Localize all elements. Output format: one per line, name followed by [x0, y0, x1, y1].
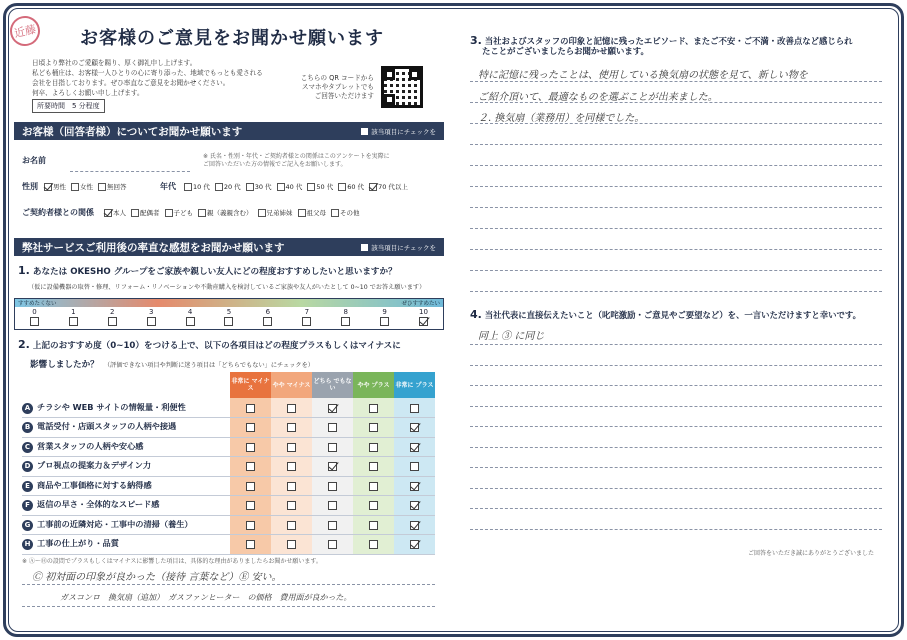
checkbox-icon[interactable]: [328, 540, 337, 549]
checkbox-icon[interactable]: [263, 317, 272, 326]
answer-line: [470, 385, 882, 386]
age-row: 年代 10 代 20 代 30 代 40 代 50 代 60 代 70 代以上: [160, 182, 408, 191]
page-title: お客様のご意見をお聞かせ願います: [80, 28, 384, 49]
relation-row: ご契約者様との関係 本人 配偶者 子ども 親（義親含む） 兄弟姉妹 祖父母 その他: [22, 208, 360, 217]
eval-cell[interactable]: [394, 457, 435, 477]
eval-cell[interactable]: [353, 418, 394, 438]
checkbox-icon[interactable]: [287, 404, 296, 413]
letter-badge-icon: E: [22, 481, 33, 492]
answer-line: [470, 344, 882, 345]
answer-line: [470, 447, 882, 448]
eval-cell[interactable]: [312, 457, 353, 477]
eval-row-d: [22, 457, 435, 477]
eval-cell[interactable]: [271, 457, 312, 477]
checkbox-icon[interactable]: [369, 423, 378, 432]
age-30-checkbox[interactable]: 30 代: [246, 182, 272, 191]
eval-row-h: [22, 535, 435, 555]
eval-cell[interactable]: [353, 398, 394, 418]
checkbox-icon[interactable]: [287, 423, 296, 432]
eval-cell[interactable]: [230, 515, 271, 535]
answer-line: [470, 207, 882, 208]
eval-cell[interactable]: [312, 496, 353, 516]
checkbox-icon[interactable]: [341, 317, 350, 326]
checkbox-icon[interactable]: [369, 404, 378, 413]
eval-header-row: [230, 372, 435, 398]
eval-header-0: 非常に マイナス: [230, 372, 271, 398]
eval-cell[interactable]: [394, 476, 435, 496]
eval-cell[interactable]: [312, 398, 353, 418]
eval-cell[interactable]: [394, 398, 435, 418]
scale-option-10[interactable]: 10: [414, 308, 434, 326]
answer-line: [470, 249, 882, 250]
eval-item-label: 工事前の近隣対応・工事中の清掃（養生）: [37, 518, 193, 529]
checkbox-icon[interactable]: [246, 423, 255, 432]
checkbox-icon[interactable]: [328, 501, 337, 510]
checkbox-icon[interactable]: [69, 317, 78, 326]
eval-row-b: [22, 418, 435, 438]
eval-item-label: チラシや WEB サイトの情報量・利便性: [37, 401, 186, 412]
letter-badge-icon: G: [22, 520, 33, 531]
q2-question: 2. 上記のおすすめ度（0~10）をつける上で、以下の各項目はどの程度プラスもしくはマイナスに: [18, 338, 401, 351]
checkbox-icon[interactable]: [410, 404, 419, 413]
checkbox-icon[interactable]: [246, 462, 255, 471]
age-70-checkbox[interactable]: 70 代以上: [369, 182, 408, 191]
checkbox-icon[interactable]: [287, 501, 296, 510]
scale-option-9[interactable]: 9: [375, 308, 395, 326]
name-label: お名前: [22, 156, 46, 165]
checkbox-icon[interactable]: [410, 482, 419, 491]
eval-row-a: [22, 398, 435, 418]
checkbox-icon[interactable]: [369, 443, 378, 452]
eval-header-3: やや プラス: [353, 372, 394, 398]
handwriting-q3-2: ご紹介頂いて、最適なものを選ぶことが出来ました。: [478, 92, 718, 103]
qr-code-icon[interactable]: [381, 66, 423, 108]
handwriting-q4: 同上 ③ に同じ: [478, 331, 545, 342]
answer-line: [22, 606, 435, 607]
age-40-checkbox[interactable]: 40 代: [277, 182, 303, 191]
gender-none-checkbox[interactable]: 無回答: [98, 182, 127, 191]
footer-thanks: ご回答をいただき誠にありがとうございました: [748, 550, 875, 557]
checkbox-icon[interactable]: [186, 317, 195, 326]
eval-cell[interactable]: [312, 418, 353, 438]
eval-cell[interactable]: [312, 535, 353, 555]
eval-item-label: 返信の早さ・全体的なスピード感: [37, 499, 160, 510]
eval-cell[interactable]: [312, 476, 353, 496]
checkbox-icon[interactable]: [410, 501, 419, 510]
eval-cell[interactable]: [312, 515, 353, 535]
checkbox-icon[interactable]: [410, 423, 419, 432]
checkbox-icon[interactable]: [287, 521, 296, 530]
eval-item-label: 電話受付・店頭スタッフの人柄や接遇: [37, 421, 177, 432]
q2-question-line2: 影響しましたか？ （評価できない項目や判断に迷う項目は「どちらでもない」にチェックを）: [30, 360, 314, 370]
eval-cell[interactable]: [230, 418, 271, 438]
checkbox-icon[interactable]: [328, 404, 337, 413]
answer-line: [470, 291, 882, 292]
letter-badge-icon: A: [22, 403, 33, 414]
checkbox-icon[interactable]: [369, 540, 378, 549]
checkbox-icon[interactable]: [30, 317, 39, 326]
answer-line: [470, 467, 882, 468]
gender-male-checkbox[interactable]: 男性: [44, 182, 66, 191]
letter-badge-icon: B: [22, 422, 33, 433]
checkbox-icon[interactable]: [410, 521, 419, 530]
q3-question: 3. 当社およびスタッフの印象と記憶に残ったエピソード、またご不安・ご不満・改善点など感じられ: [470, 34, 853, 47]
letter-badge-icon: C: [22, 442, 33, 453]
eval-header-2: どちら でもない: [312, 372, 353, 398]
eval-cell[interactable]: [394, 535, 435, 555]
checkbox-icon[interactable]: [369, 462, 378, 471]
eval-cell[interactable]: [271, 437, 312, 457]
answer-line: [470, 165, 882, 166]
evaluation-table: [22, 398, 435, 555]
handwriting-reason-2: ガスコンロ 換気扇（追加） ガスファンヒーター の価格 費用面が良かった。: [60, 593, 352, 602]
answer-line: [470, 144, 882, 145]
checkbox-icon[interactable]: [287, 462, 296, 471]
checkbox-icon[interactable]: [302, 317, 311, 326]
eval-cell[interactable]: [230, 457, 271, 477]
eval-cell[interactable]: [353, 535, 394, 555]
eval-item-label: 工事の仕上がり・品質: [37, 538, 119, 549]
checkbox-icon[interactable]: [410, 462, 419, 471]
eval-cell[interactable]: [230, 398, 271, 418]
scale-option-3[interactable]: 3: [141, 308, 161, 326]
letter-badge-icon: F: [22, 500, 33, 511]
relation-spouse-checkbox[interactable]: 配偶者: [131, 208, 160, 217]
eval-cell[interactable]: [271, 535, 312, 555]
eval-cell[interactable]: [353, 515, 394, 535]
eval-cell[interactable]: [353, 457, 394, 477]
eval-cell[interactable]: [230, 496, 271, 516]
eval-header-1: やや マイナス: [271, 372, 312, 398]
eval-cell[interactable]: [353, 476, 394, 496]
q4-question: 4. 当社代表に直接伝えたいこと（叱咤激励・ご意見やご要望など）を、一言いただけますと幸いです。: [470, 308, 861, 321]
scale-option-8[interactable]: 8: [336, 308, 356, 326]
checkbox-icon[interactable]: [328, 443, 337, 452]
checkbox-icon[interactable]: [246, 540, 255, 549]
name-stamp: 近藤: [7, 13, 43, 49]
eval-note: ※ Ⓐ〜Ⓗの設問でプラスもしくはマイナスに影響した項目は、具体的な理由がありましたらお聞かせ願います。: [22, 558, 322, 565]
checkbox-icon[interactable]: [224, 317, 233, 326]
handwriting-q3-3: ２. 換気扇（業務用）を同様でした。: [478, 113, 645, 124]
eval-row-g: [22, 515, 435, 535]
age-60-checkbox[interactable]: 60 代: [338, 182, 364, 191]
answer-line: [470, 228, 882, 229]
eval-cell[interactable]: [312, 437, 353, 457]
q3-question-line2: たことがございましたらお聞かせ願います。: [482, 46, 649, 56]
eval-cell[interactable]: [271, 476, 312, 496]
eval-cell[interactable]: [394, 418, 435, 438]
checkbox-icon[interactable]: [246, 404, 255, 413]
eval-header-4: 非常に プラス: [394, 372, 435, 398]
age-20-checkbox[interactable]: 20 代: [215, 182, 241, 191]
eval-item-label: 商品や工事価格に対する納得感: [37, 479, 152, 490]
checkbox-icon[interactable]: [328, 462, 337, 471]
relation-parent-checkbox[interactable]: 親（義親含む）: [198, 208, 253, 217]
letter-badge-icon: H: [22, 539, 33, 550]
eval-item-label: 営業スタッフの人柄や安心感: [37, 440, 144, 451]
scale-option-0[interactable]: 0: [24, 308, 44, 326]
checkbox-icon[interactable]: [410, 540, 419, 549]
checkbox-icon[interactable]: [328, 521, 337, 530]
checkbox-icon[interactable]: [380, 317, 389, 326]
eval-cell[interactable]: [394, 515, 435, 535]
eval-item-label: プロ視点の提案力＆デザイン力: [37, 460, 152, 471]
eval-cell[interactable]: [230, 535, 271, 555]
answer-line: [470, 186, 882, 187]
age-50-checkbox[interactable]: 50 代: [307, 182, 333, 191]
handwriting-q3-1: 特に記憶に残ったことは、使用している換気扇の状態を見て、新しい物を: [478, 70, 808, 81]
checkbox-icon[interactable]: [246, 443, 255, 452]
answer-line: [22, 584, 435, 585]
checkbox-icon[interactable]: [147, 317, 156, 326]
scale-option-5[interactable]: 5: [219, 308, 239, 326]
relation-other-checkbox[interactable]: その他: [331, 208, 360, 217]
scale-option-7[interactable]: 7: [297, 308, 317, 326]
checkbox-icon[interactable]: [369, 501, 378, 510]
relation-self-checkbox[interactable]: 本人: [104, 208, 126, 217]
name-note: ※ 氏名・性別・年代・ご契約者様との関係はこのアンケートを実際に ご回答いただいた方の情報でご記入をお願いします。: [203, 153, 390, 168]
name-field[interactable]: [70, 171, 190, 172]
eval-cell[interactable]: [394, 496, 435, 516]
q1-subtext: （仮に設備機器の取替・修理、リフォーム・リノベーションや不動産購入を検討しているご家族や友人がいたとして 0~10 でお答え願います）: [28, 284, 426, 291]
eval-cell[interactable]: [271, 496, 312, 516]
eval-row-f: [22, 496, 435, 516]
answer-line: [470, 508, 882, 509]
checkbox-icon[interactable]: [287, 540, 296, 549]
scale-option-1[interactable]: 1: [63, 308, 83, 326]
scale-low-label: すすめたくない: [18, 301, 57, 307]
gender-row: 性別 男性 女性 無回答: [22, 182, 127, 191]
answer-line: [470, 270, 882, 271]
eval-cell[interactable]: [230, 476, 271, 496]
checkbox-icon[interactable]: [328, 482, 337, 491]
scale-option-2[interactable]: 2: [102, 308, 122, 326]
eval-cell[interactable]: [271, 515, 312, 535]
eval-row-e: [22, 476, 435, 496]
checkbox-icon[interactable]: [287, 443, 296, 452]
relation-grandparent-checkbox[interactable]: 祖父母: [298, 208, 327, 217]
eval-cell[interactable]: [230, 437, 271, 457]
section-impression-header: 弊社サービスご利用後の率直な感想をお聞かせ願います 該当項目にチェックを: [14, 238, 444, 256]
recommendation-scale: [14, 298, 444, 330]
answer-line: [470, 406, 882, 407]
answer-line: [470, 488, 882, 489]
checkbox-icon[interactable]: [246, 521, 255, 530]
gender-female-checkbox[interactable]: 女性: [71, 182, 93, 191]
section-customer-header: お客様（回答者様）についてお聞かせ願います 該当項目にチェックを: [14, 122, 444, 140]
scale-option-4[interactable]: 4: [180, 308, 200, 326]
eval-cell[interactable]: [271, 418, 312, 438]
eval-cell[interactable]: [353, 437, 394, 457]
age-10-checkbox[interactable]: 10 代: [184, 182, 210, 191]
relation-child-checkbox[interactable]: 子ども: [165, 208, 194, 217]
letter-badge-icon: D: [22, 461, 33, 472]
eval-row-c: [22, 437, 435, 457]
scale-option-6[interactable]: 6: [258, 308, 278, 326]
checkbox-icon[interactable]: [287, 482, 296, 491]
checkbox-icon[interactable]: [328, 423, 337, 432]
answer-line: [470, 529, 882, 530]
time-required: 所要時間 5 分程度: [32, 99, 105, 113]
checkbox-icon[interactable]: [369, 521, 378, 530]
answer-line: [470, 81, 882, 82]
qr-caption: こちらの QR コードから スマホやタブレットでも ご回答いただけます: [300, 74, 374, 100]
q1-question: 1. あなたは OKESHO グループをご家族や親しい友人にどの程度おすすめしたいと思いますか？: [18, 264, 397, 277]
checkbox-icon[interactable]: [108, 317, 117, 326]
checkbox-icon[interactable]: [419, 317, 428, 326]
checkbox-icon[interactable]: [246, 501, 255, 510]
relation-sibling-checkbox[interactable]: 兄弟姉妹: [258, 208, 293, 217]
checkbox-icon[interactable]: [410, 443, 419, 452]
checkbox-icon[interactable]: [246, 482, 255, 491]
eval-cell[interactable]: [353, 496, 394, 516]
eval-cell[interactable]: [394, 437, 435, 457]
checkbox-icon[interactable]: [369, 482, 378, 491]
handwriting-reason-1: Ⓒ 初対面の印象が良かった（接待 言葉など）Ⓔ 安い。: [32, 572, 282, 583]
answer-line: [470, 365, 882, 366]
scale-high-label: ぜひすすめたい: [401, 301, 440, 307]
eval-cell[interactable]: [271, 398, 312, 418]
intro-text: 日頃より弊社のご愛顧を賜り、厚く御礼申し上げます。 私ども桶庄は、お客様一人ひとりの心に寄り添った、地域でもっとも愛される 会社を目指しております。ぜひ率直なご意見をお聞かせください。 何卒、よろしくお願い申し上げます。: [32, 59, 263, 97]
answer-line: [470, 426, 882, 427]
